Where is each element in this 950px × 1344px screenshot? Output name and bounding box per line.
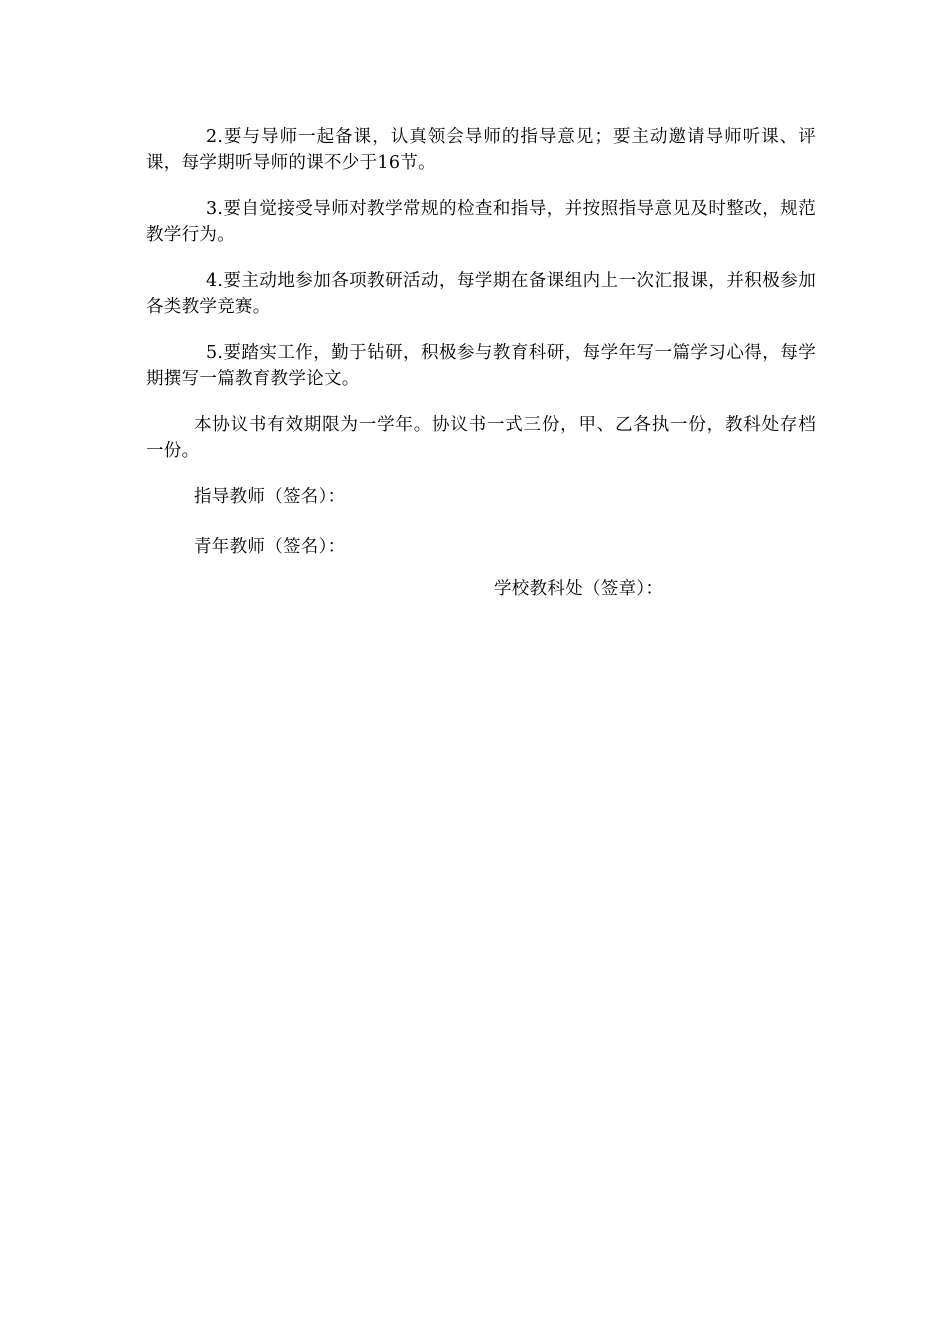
document-body bbox=[146, 124, 816, 626]
requirement-item-4: 4.要主动地参加各项教研活动，每学期在备课组内上一次汇报课，并积极参加各类教学竞赛。 bbox=[146, 271, 816, 317]
requirement-item-2: 2.要与导师一起备课，认真领会导师的指导意见；要主动邀请导师听课、评课，每学期听导师的课不少于16节。 bbox=[146, 127, 816, 173]
school-office-seal-line: 学校教科处（签章）： bbox=[494, 579, 664, 599]
young-teacher-signature-line: 青年教师（签名）： bbox=[194, 537, 346, 557]
agreement-validity-paragraph: 本协议书有效期限为一学年。协议书一式三份，甲、乙各执一份，教科处存档一份。 bbox=[146, 415, 816, 461]
mentor-signature-line: 指导教师（签名）： bbox=[194, 487, 346, 507]
requirement-item-3: 3.要自觉接受导师对教学常规的检查和指导，并按照指导意见及时整改，规范教学行为。 bbox=[146, 199, 816, 245]
requirement-item-5: 5.要踏实工作，勤于钻研，积极参与教育科研，每学年写一篇学习心得，每学期撰写一篇教育教学论文。 bbox=[146, 343, 816, 389]
